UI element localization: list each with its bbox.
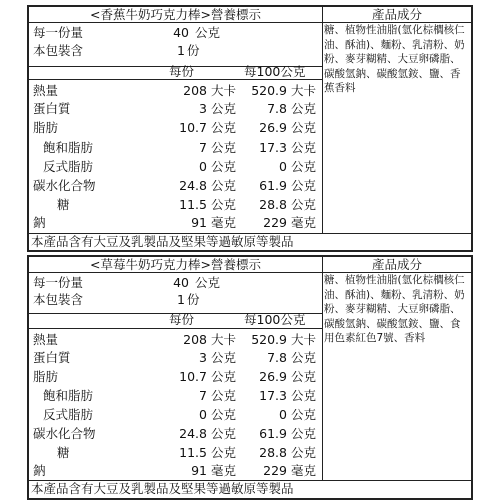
row-unit-serving: 毫克 [211, 463, 237, 478]
ingredients-text: 糖、植物性油脂(氫化棕櫚核仁油、酥油)、麵粉、乳清粉、奶粉、麥芽糊精、大豆卵磷脂、碳酸氫鈉、碳酸氫銨、鹽、香蕉香料 [324, 24, 465, 94]
divider [322, 7, 323, 233]
row-value-serving: 91 [191, 215, 207, 230]
row-unit-100g: 公克 [291, 445, 317, 460]
row-value-100g: 7.8 [267, 350, 287, 365]
row-value-serving: 91 [191, 463, 207, 478]
allergen-footer: 本產品含有大豆及乳製品及堅果等過敏原等製品 [31, 234, 294, 249]
label-title: <草莓牛奶巧克力棒>營養標示 [90, 257, 261, 272]
row-unit-100g: 公克 [291, 426, 317, 441]
row-unit-100g: 大卡 [291, 332, 317, 347]
row-name: 反式脂肪 [43, 159, 94, 174]
row-value-serving: 7 [199, 388, 207, 403]
divider [322, 257, 323, 480]
col-header-per-100g: 每100公克 [244, 64, 306, 79]
row-name: 鈉 [33, 463, 46, 478]
row-unit-100g: 公克 [291, 159, 317, 174]
row-unit-100g: 公克 [291, 120, 317, 135]
row-name: 反式脂肪 [43, 407, 94, 422]
row-name: 蛋白質 [33, 350, 71, 365]
row-value-100g: 520.9 [251, 83, 287, 98]
row-unit-100g: 公克 [291, 178, 317, 193]
row-value-100g: 0 [279, 407, 287, 422]
row-unit-100g: 毫克 [291, 463, 317, 478]
row-value-100g: 229 [263, 215, 287, 230]
servings-value: 1 [177, 43, 185, 58]
row-name: 碳水化合物 [33, 426, 96, 441]
row-value-100g: 229 [263, 463, 287, 478]
row-value-100g: 26.9 [259, 120, 287, 135]
serving-size-unit: 公克 [195, 275, 221, 290]
row-unit-serving: 公克 [211, 388, 237, 403]
serving-size-label: 每一份量 [33, 275, 84, 290]
row-value-100g: 7.8 [267, 101, 287, 116]
col-header-per-100g: 每100公克 [244, 312, 306, 327]
row-value-serving: 24.8 [179, 178, 207, 193]
row-unit-serving: 公克 [211, 120, 237, 135]
row-value-serving: 208 [183, 83, 207, 98]
label-title: <香蕉牛奶巧克力棒>營養標示 [90, 7, 261, 22]
col-header-per-serving: 每份 [169, 64, 195, 79]
row-value-serving: 24.8 [179, 426, 207, 441]
row-unit-100g: 公克 [291, 407, 317, 422]
row-value-100g: 61.9 [259, 426, 287, 441]
divider [29, 79, 322, 80]
row-unit-100g: 大卡 [291, 83, 317, 98]
row-value-100g: 28.8 [259, 445, 287, 460]
row-value-serving: 3 [199, 350, 207, 365]
row-unit-100g: 公克 [291, 140, 317, 155]
ingredients-text: 糖、植物性油脂(氫化棕櫚核仁油、酥油)、麵粉、乳清粉、奶粉、麥芽糊精、大豆卵磷脂、碳酸氫鈉、碳酸氫銨、鹽、食用色素紅色7號、香料 [324, 274, 465, 344]
row-value-100g: 17.3 [259, 388, 287, 403]
row-unit-serving: 公克 [211, 350, 237, 365]
row-value-serving: 3 [199, 101, 207, 116]
nutrition-label-banana [27, 5, 473, 252]
servings-label: 本包裝含 [33, 43, 84, 58]
row-value-serving: 7 [199, 140, 207, 155]
row-value-100g: 17.3 [259, 140, 287, 155]
col-header-per-serving: 每份 [169, 312, 195, 327]
row-value-100g: 28.8 [259, 197, 287, 212]
servings-unit: 份 [187, 292, 200, 307]
row-value-serving: 11.5 [179, 445, 207, 460]
row-unit-serving: 大卡 [211, 83, 237, 98]
row-unit-serving: 公克 [211, 407, 237, 422]
row-value-100g: 0 [279, 159, 287, 174]
servings-unit: 份 [187, 43, 200, 58]
row-name: 鈉 [33, 215, 46, 230]
servings-label: 本包裝含 [33, 292, 84, 307]
row-value-serving: 0 [199, 407, 207, 422]
row-unit-serving: 公克 [211, 101, 237, 116]
row-name: 飽和脂肪 [43, 140, 94, 155]
serving-size-value: 40 [173, 275, 189, 290]
row-unit-serving: 大卡 [211, 332, 237, 347]
row-value-serving: 0 [199, 159, 207, 174]
row-unit-serving: 公克 [211, 197, 237, 212]
serving-size-value: 40 [173, 25, 189, 40]
row-name: 脂肪 [33, 120, 59, 135]
row-value-serving: 10.7 [179, 120, 207, 135]
row-unit-serving: 公克 [211, 369, 237, 384]
row-value-100g: 520.9 [251, 332, 287, 347]
row-value-100g: 26.9 [259, 369, 287, 384]
row-name: 脂肪 [33, 369, 59, 384]
row-unit-100g: 公克 [291, 101, 317, 116]
row-name: 糖 [57, 445, 70, 460]
allergen-footer: 本產品含有大豆及乳製品及堅果等過敏原等製品 [31, 481, 294, 496]
row-unit-100g: 公克 [291, 350, 317, 365]
serving-size-unit: 公克 [195, 25, 221, 40]
row-name: 飽和脂肪 [43, 388, 94, 403]
row-unit-serving: 公克 [211, 445, 237, 460]
row-unit-serving: 公克 [211, 426, 237, 441]
row-value-serving: 208 [183, 332, 207, 347]
row-value-serving: 11.5 [179, 197, 207, 212]
servings-value: 1 [177, 292, 185, 307]
row-name: 熱量 [33, 332, 59, 347]
row-name: 熱量 [33, 83, 59, 98]
row-value-100g: 61.9 [259, 178, 287, 193]
row-unit-serving: 公克 [211, 159, 237, 174]
row-name: 蛋白質 [33, 101, 71, 116]
row-unit-serving: 公克 [211, 140, 237, 155]
row-unit-100g: 公克 [291, 388, 317, 403]
ingredients-title: 產品成分 [371, 257, 422, 272]
row-name: 糖 [57, 197, 70, 212]
row-name: 碳水化合物 [33, 178, 96, 193]
row-unit-100g: 公克 [291, 369, 317, 384]
row-unit-serving: 毫克 [211, 215, 237, 230]
row-unit-serving: 公克 [211, 178, 237, 193]
ingredients-title: 產品成分 [371, 7, 422, 22]
row-unit-100g: 公克 [291, 197, 317, 212]
row-value-serving: 10.7 [179, 369, 207, 384]
divider [29, 328, 322, 329]
nutrition-label-strawberry [27, 255, 473, 500]
serving-size-label: 每一份量 [33, 25, 84, 40]
row-unit-100g: 毫克 [291, 215, 317, 230]
